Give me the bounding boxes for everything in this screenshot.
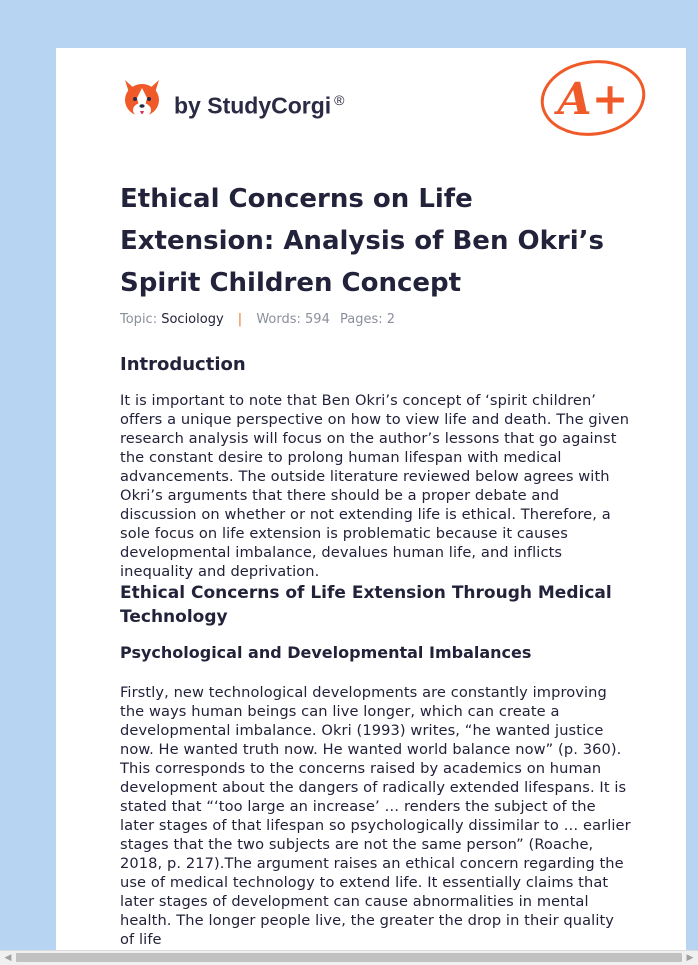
studycorgi-logo[interactable] bbox=[122, 76, 382, 120]
psych-paragraph: Firstly, new technological developments are constantly improving the ways human beings can live longer, which can create a developmental imbalance. Okri (1993) writes, “he wanted justice now. He wanted truth now. He wanted world balance now” (p. 360). This corresponds to the concerns raised by academics on human development about the dangers of radically extended lifespans. It is stated that “‘too large an increase’ … renders the subject of the later stages of that lifespan so psychologically dissimilar to … earlier stages that the two subjects are not the same person” (Roache, 2018, p. 217).The argument raises an ethical concern regarding the use of medical technology to extend life. It essentially claims that later stages of development can cause abnormalities in mental health. The longer people live, the greater the drop in their quality of life bbox=[120, 684, 631, 948]
topic-label: Topic: bbox=[120, 312, 158, 327]
page-title: Ethical Concerns on Life Extension: Analysis of Ben Okri’s Spirit Children Concept bbox=[120, 184, 604, 298]
intro-heading: Introduction bbox=[120, 354, 246, 375]
scroll-right-icon[interactable]: ▶ bbox=[686, 953, 694, 963]
brand-name: by StudyCorgi ® bbox=[174, 92, 345, 119]
word-count: Words: 594 bbox=[256, 312, 330, 327]
svg-text:A+: A+ bbox=[557, 74, 629, 125]
corgi-icon bbox=[122, 76, 162, 120]
grade-badge bbox=[538, 58, 648, 142]
a-plus-stamp-icon bbox=[538, 58, 648, 138]
meta-separator: | bbox=[237, 312, 243, 327]
ethical-concerns-heading: Ethical Concerns of Life Extension Through Medical Technology bbox=[120, 583, 612, 627]
topic-link[interactable]: Sociology bbox=[161, 312, 224, 327]
page-count: Pages: 2 bbox=[339, 312, 396, 327]
scroll-left-icon[interactable]: ◀ bbox=[4, 953, 12, 963]
intro-paragraph: It is important to note that Ben Okri’s concept of ‘spirit children’ offers a unique perspective on how to view life and death. The given research analysis will focus on the author’s lessons that go against the constant desire to prolong human lifespan with medical advancements. The outside literature reviewed below agrees with Okri’s arguments that there should be a proper debate and discussion on whether or not extending life is ethical. Therefore, a sole focus on life extension is problematic because it causes developmental imbalance, devalues human life, and inflicts inequality and deprivation. bbox=[120, 392, 630, 580]
psych-heading: Psychological and Developmental Imbalances bbox=[120, 643, 532, 662]
scrollbar-thumb[interactable] bbox=[16, 953, 682, 962]
horizontal-scrollbar[interactable] bbox=[0, 950, 698, 965]
essay-meta bbox=[120, 312, 395, 327]
document-page bbox=[56, 48, 686, 950]
